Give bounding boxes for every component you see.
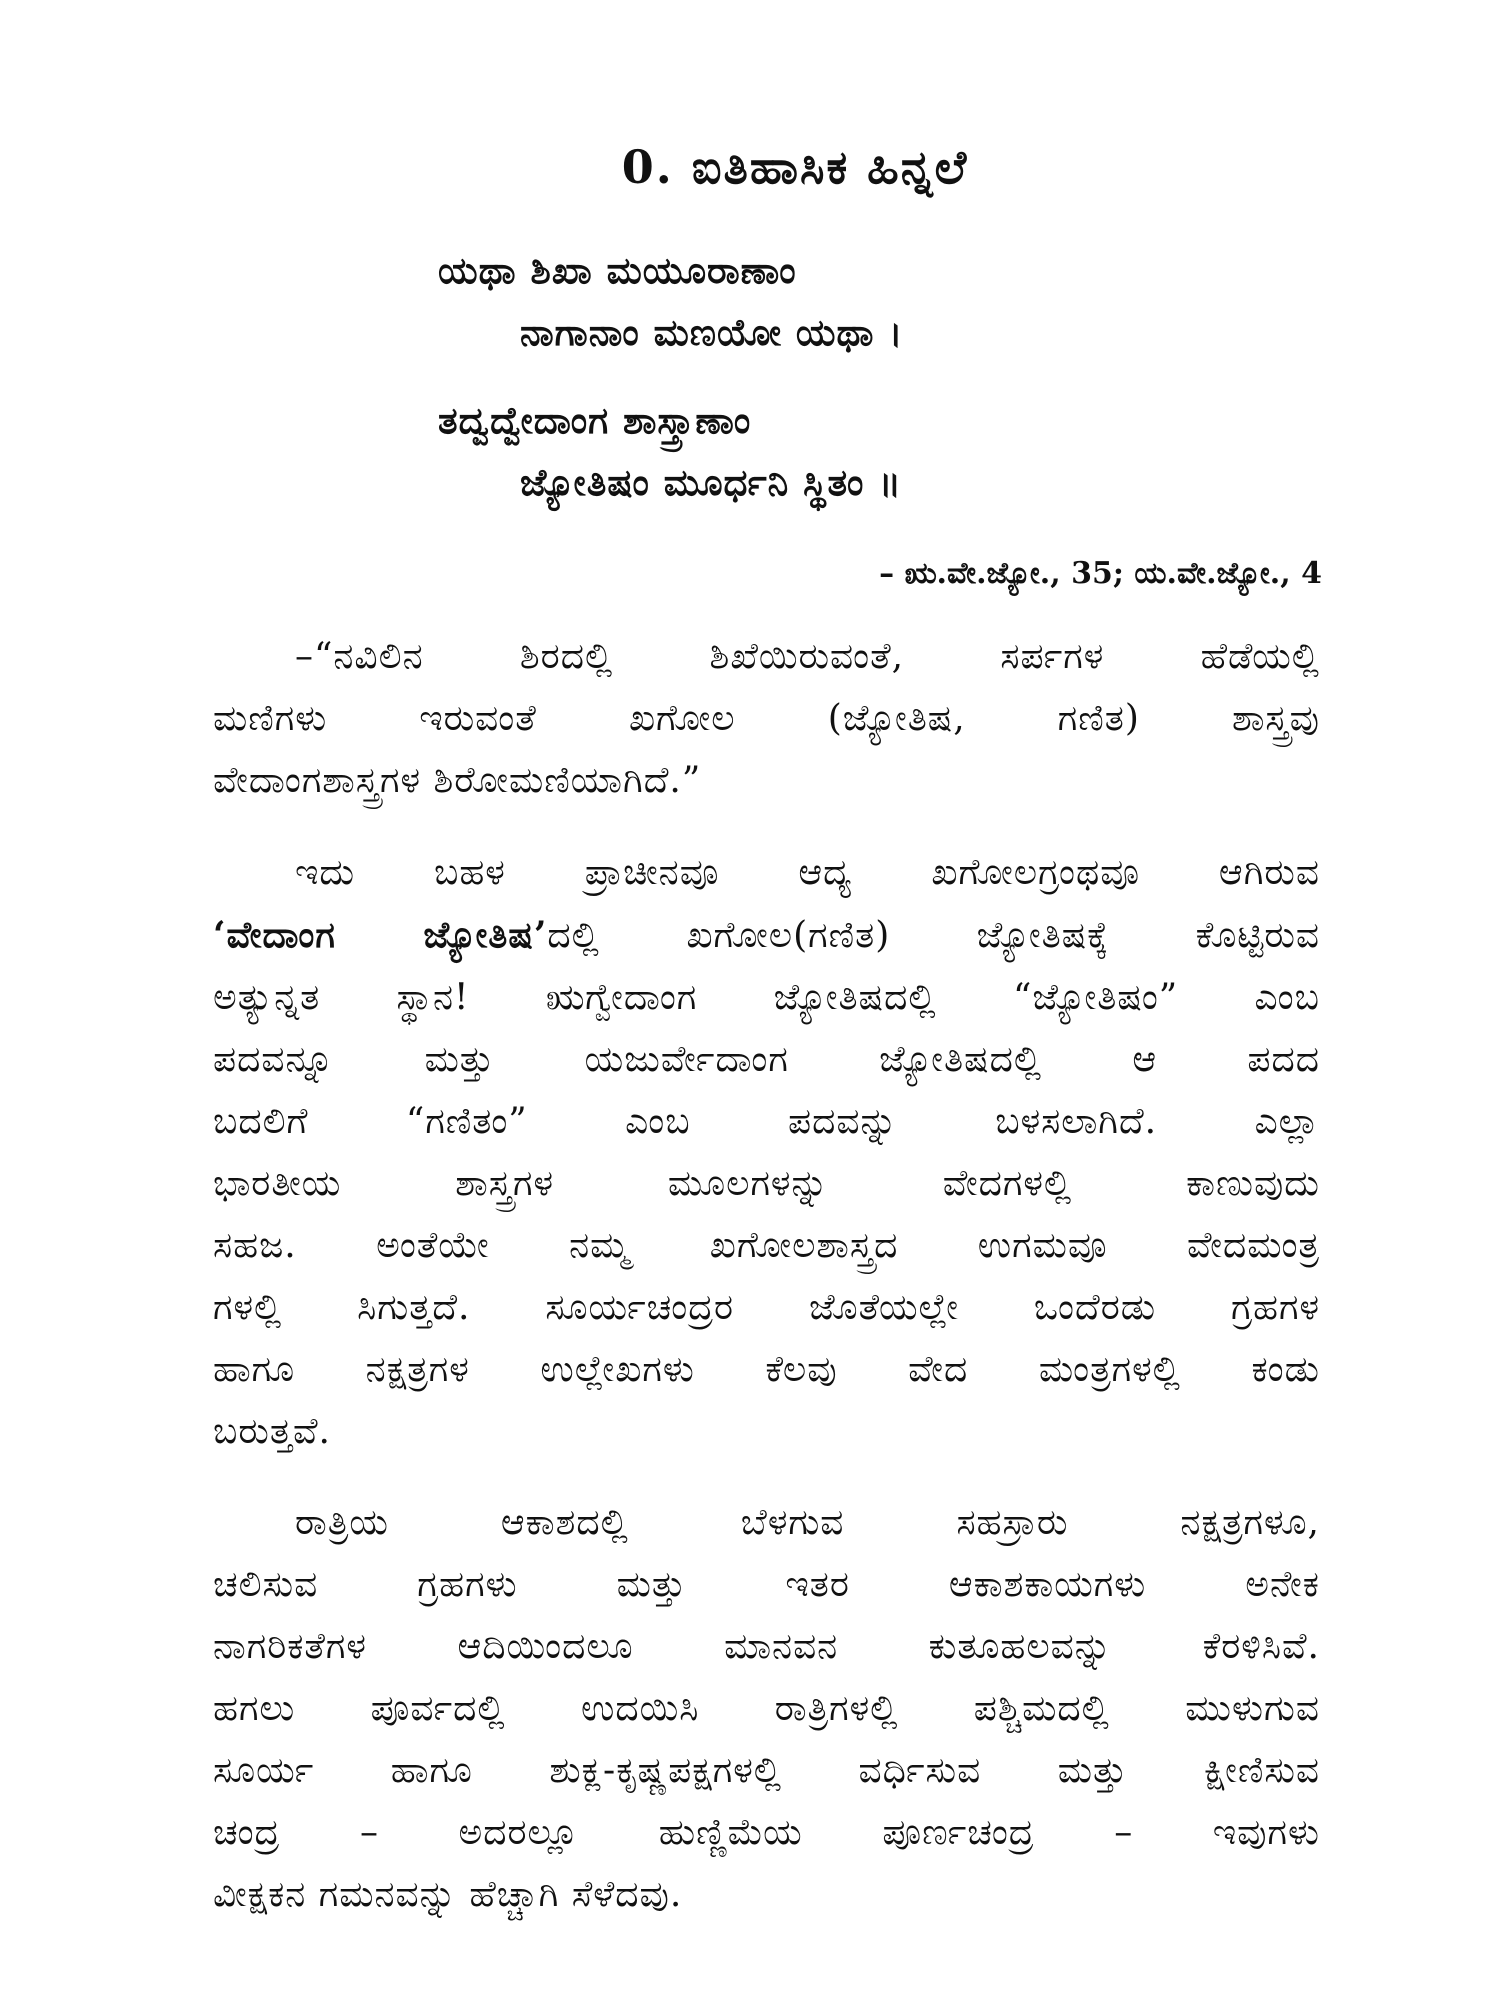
paragraph-line: ಗಳಲ್ಲಿ ಸಿಗುತ್ತದೆ. ಸೂರ್ಯಚಂದ್ರರ ಜೊತೆಯಲ್ಲೇ ಒಂದೆರಡು ಗ್ರಹಗಳ bbox=[213, 1287, 1320, 1328]
paragraph-line: ಇದು ಬಹಳ ಪ್ರಾಚೀನವೂ ಆದ್ಯ ಖಗೋಲಗ್ರಂಥವೂ ಆಗಿರುವ bbox=[295, 852, 1320, 893]
paragraph-line: ವೇದಾಂಗಶಾಸ್ತ್ರಗಳ ಶಿರೋಮಣಿಯಾಗಿದೆ.” bbox=[213, 760, 702, 801]
paragraph-line: ರಾತ್ರಿಯ ಆಕಾಶದಲ್ಲಿ ಬೆಳಗುವ ಸಹಸ್ರಾರು ನಕ್ಷತ್ರಗಳೂ, bbox=[295, 1502, 1320, 1543]
paragraph-line: ಸಹಜ. ಅಂತೆಯೇ ನಮ್ಮ ಖಗೋಲಶಾಸ್ತ್ರದ ಉಗಮವೂ ವೇದಮಂತ್ರ bbox=[213, 1225, 1320, 1266]
paragraph-line: ಹಗಲು ಪೂರ್ವದಲ್ಲಿ ಉದಯಿಸಿ ರಾತ್ರಿಗಳಲ್ಲಿ ಪಶ್ಚಿಮದಲ್ಲಿ ಮುಳುಗುವ bbox=[213, 1688, 1320, 1729]
paragraph-line: ಮಣಿಗಳು ಇರುವಂತೆ ಖಗೋಲ (ಜ್ಯೋತಿಷ, ಗಣಿತ) ಶಾಸ್ತ್ರವು bbox=[213, 698, 1320, 739]
paragraph-translation bbox=[213, 626, 1320, 812]
paragraph-line: –“ನವಿಲಿನ ಶಿರದಲ್ಲಿ ಶಿಖೆಯಿರುವಂತೆ, ಸರ್ಪಗಳ ಹೆಡೆಯಲ್ಲಿ bbox=[295, 636, 1320, 677]
verse-line-2: ನಾಗಾನಾಂ ಮಣಯೋ ಯಥಾ । bbox=[520, 310, 904, 354]
verse-line-1: ಯಥಾ ಶಿಖಾ ಮಯೂರಾಣಾಂ bbox=[438, 248, 797, 292]
bold-term: ‘ವೇದಾಂಗ ಜ್ಯೋತಿಷ’ bbox=[213, 914, 548, 956]
paragraph-line: ಹಾಗೂ ನಕ್ಷತ್ರಗಳ ಉಲ್ಲೇಖಗಳು ಕೆಲವು ವೇದ ಮಂತ್ರಗಳಲ್ಲಿ ಕಂಡು bbox=[213, 1349, 1320, 1390]
verse-citation: – ಋ.ವೇ.ಜ್ಯೋ., 35; ಯ.ವೇ.ಜ್ಯೋ., 4 bbox=[879, 556, 1322, 591]
verse-line-4: ಜ್ಯೋತಿಷಂ ಮೂರ್ಧನಿ ಸ್ಥಿತಂ ॥ bbox=[520, 460, 902, 504]
verse-line-3: ತದ್ವದ್ವೇದಾಂಗ ಶಾಸ್ತ್ರಾಣಾಂ bbox=[438, 398, 752, 442]
paragraph-line: ಸೂರ್ಯ ಹಾಗೂ ಶುಕ್ಲ-ಕೃಷ್ಣಪಕ್ಷಗಳಲ್ಲಿ ವರ್ಧಿಸುವ ಮತ್ತು ಕ್ಷೀಣಿಸುವ bbox=[213, 1750, 1320, 1791]
paragraph-sky bbox=[213, 1492, 1320, 1926]
paragraph-line: ಬರುತ್ತವೆ. bbox=[213, 1411, 331, 1452]
paragraph-line: ಚಲಿಸುವ ಗ್ರಹಗಳು ಮತ್ತು ಇತರ ಆಕಾಶಕಾಯಗಳು ಅನೇಕ bbox=[213, 1564, 1320, 1605]
paragraph-line: ಭಾರತೀಯ ಶಾಸ್ತ್ರಗಳ ಮೂಲಗಳನ್ನು ವೇದಗಳಲ್ಲಿ ಕಾಣುವುದು bbox=[213, 1163, 1320, 1204]
paragraph-line: ಅತ್ಯುನ್ನತ ಸ್ಥಾನ! ಋಗ್ವೇದಾಂಗ ಜ್ಯೋತಿಷದಲ್ಲಿ “ಜ್ಯೋತಿಷಂ” ಎಂಬ bbox=[213, 977, 1320, 1018]
paragraph-line-rest: ದಲ್ಲಿ ಖಗೋಲ(ಗಣಿತ) ಜ್ಯೋತಿಷಕ್ಕೆ ಕೊಟ್ಟಿರುವ bbox=[547, 915, 1320, 956]
paragraph-line: ವೀಕ್ಷಕನ ಗಮನವನ್ನು ಹೆಚ್ಚಾಗಿ ಸೆಳೆದವು. bbox=[213, 1874, 683, 1915]
paragraph-history bbox=[213, 842, 1320, 1463]
paragraph-line: ಚಂದ್ರ – ಅದರಲ್ಲೂ ಹುಣ್ಣಿಮೆಯ ಪೂರ್ಣಚಂದ್ರ – ಇವುಗಳು bbox=[213, 1812, 1320, 1853]
paragraph-line bbox=[213, 904, 1320, 967]
paragraph-line: ಪದವನ್ನೂ ಮತ್ತು ಯಜುರ್ವೇದಾಂಗ ಜ್ಯೋತಿಷದಲ್ಲಿ ಆ ಪದದ bbox=[213, 1039, 1320, 1080]
paragraph-line: ನಾಗರಿಕತೆಗಳ ಆದಿಯಿಂದಲೂ ಮಾನವನ ಕುತೂಹಲವನ್ನು ಕೆರಳಿಸಿವೆ. bbox=[213, 1626, 1320, 1667]
page-title: 0. ಐತಿಹಾಸಿಕ ಹಿನ್ನಲೆ bbox=[621, 140, 969, 194]
paragraph-line: ಬದಲಿಗೆ “ಗಣಿತಂ” ಎಂಬ ಪದವನ್ನು ಬಳಸಲಾಗಿದೆ. ಎಲ್ಲಾ bbox=[213, 1101, 1320, 1142]
